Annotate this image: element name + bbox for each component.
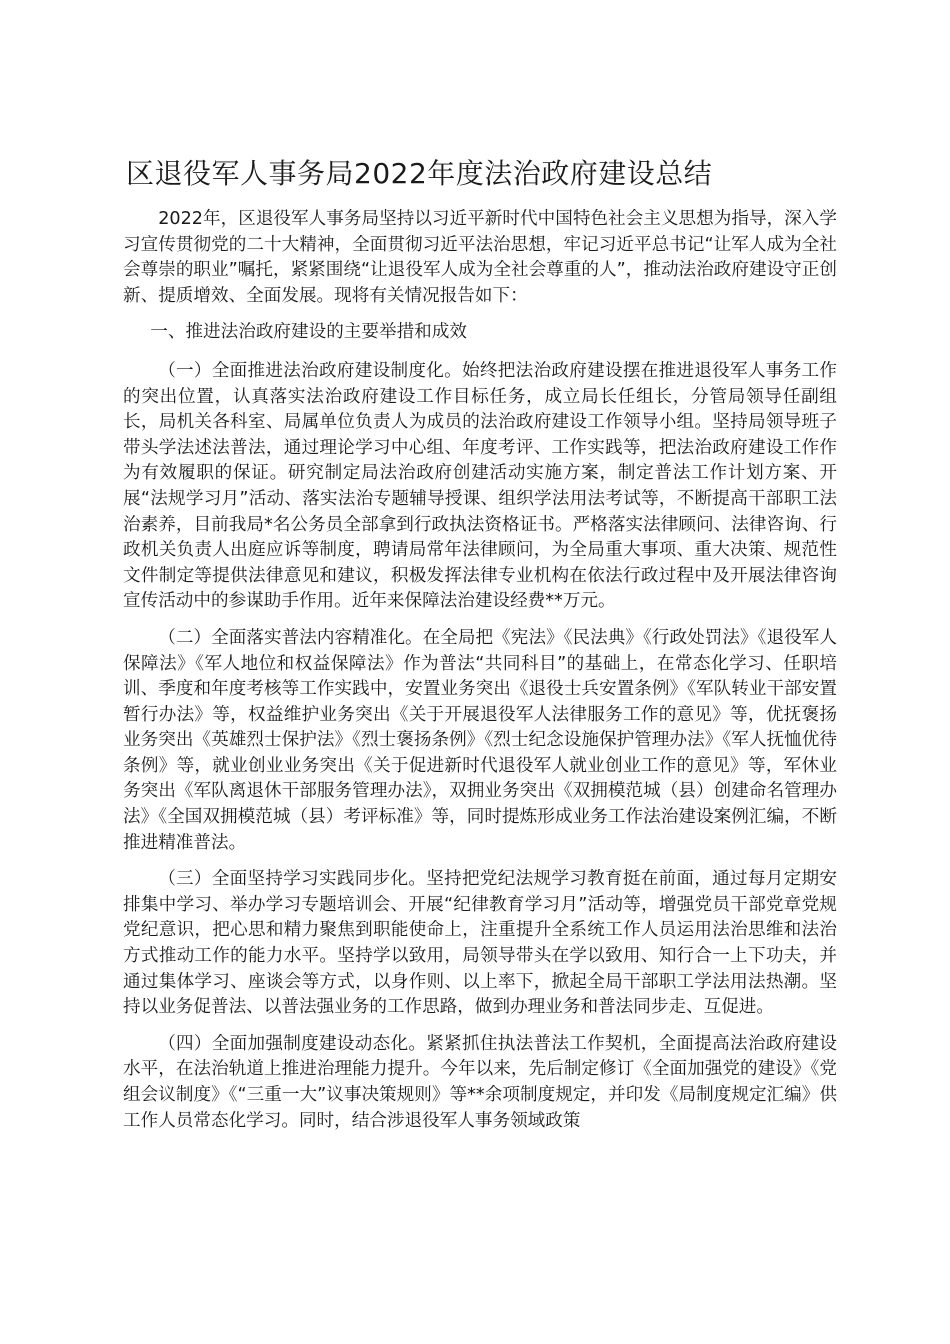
body-paragraph: （四）全面加强制度建设动态化。紧紧抓住执法普法工作契机，全面提高法治政府建设水平，在法治轨道上推进治理能力提升。今年以来，先后制定修订《全面加强党的建设》《党组会议制度》《“三重一大”议事决策规则》等**余项制度规定，并印发《局制度规定汇编》供工作人员常态化学习。同时，结合涉退役军人事务领域政策 <box>123 1033 837 1131</box>
body-paragraph: （二）全面落实普法内容精准化。在全局把《宪法》《民法典》《行政处罚法》《退役军人保障法》《军人地位和权益保障法》作为普法“共同科目”的基础上，在常态化学习、任职培训、季度和年度考核等工作实践中，安置业务突出《退役士兵安置条例》《军队转业干部安置暂行办法》等，权益维护业务突出《关于开展退役军人法律服务工作的意见》等，优抚褒扬业务突出《英雄烈士保护法》《烈士褒扬条例》《烈士纪念设施保护管理办法》《军人抚恤优待条例》等，就业创业业务突出《关于促进新时代退役军人就业创业工作的意见》等，军休业务突出《军队离退休干部服务管理办法》，双拥业务突出《双拥模范城（县）创建命名管理办法》《全国双拥模范城（县）考评标准》等，同时提炼形成业务工作法治建设案例汇编，不断推进精准普法。 <box>123 627 837 853</box>
document-body <box>123 207 837 1145</box>
body-paragraph: （三）全面坚持学习实践同步化。坚持把党纪法规学习教育挺在前面，通过每月定期安排集中学习、举办学习专题培训会、开展“纪律教育学习月”活动等，增强党员干部党章党规党纪意识，把心思和精力聚焦到职能使命上，注重提升全系统工作人员运用法治思维和法治方式推动工作的能力水平。坚持学以致用，局领导带头在学以致用、知行合一上下功夫，并通过集体学习、座谈会等方式，以身作则、以上率下，掀起全局干部职工学法用法热潮。坚持以业务促普法、以普法强业务的工作思路，做到办理业务和普法同步走、互促进。 <box>123 869 837 1018</box>
body-paragraph: （一）全面推进法治政府建设制度化。始终把法治政府建设摆在推进退役军人事务工作的突出位置，认真落实法治政府建设工作目标任务，成立局长任组长，分管局领导任副组长，局机关各科室、局属单位负责人为成员的法治政府建设工作领导小组。坚持局领导班子带头学法述法普法，通过理论学习中心组、年度考评、工作实践等，把法治政府建设工作作为有效履职的保证。研究制定局法治政府创建活动实施方案，制定普法工作计划方案、开展“法规学习月”活动、落实法治专题辅导授课、组织学法用法考试等，不断提高干部职工法治素养，目前我局*名公务员全部拿到行政执法资格证书。严格落实法律顾问、法律咨询、行政机关负责人出庭应诉等制度，聘请局常年法律顾问，为全局重大事项、重大决策、规范性文件制定等提供法律意见和建议，积极发挥法律专业机构在依法行政过程中及开展法律咨询宣传活动中的参谋助手作用。近年来保障法治建设经费**万元。 <box>123 360 837 612</box>
section-heading: 一、推进法治政府建设的主要举措和成效 <box>150 322 467 343</box>
document-title: 区退役军人事务局2022年度法治政府建设总结 <box>126 157 713 190</box>
intro-paragraph: 2022年，区退役军人事务局坚持以习近平新时代中国特色社会主义思想为指导，深入学习宣传贯彻党的二十大精神，全面贯彻习近平法治思想，牢记习近平总书记“让军人成为全社会尊崇的职业”嘱托，紧紧围绕“让退役军人成为全社会尊重的人”，推动法治政府建设守正创新、提质增效、全面发展。现将有关情况报告如下： <box>123 209 837 306</box>
